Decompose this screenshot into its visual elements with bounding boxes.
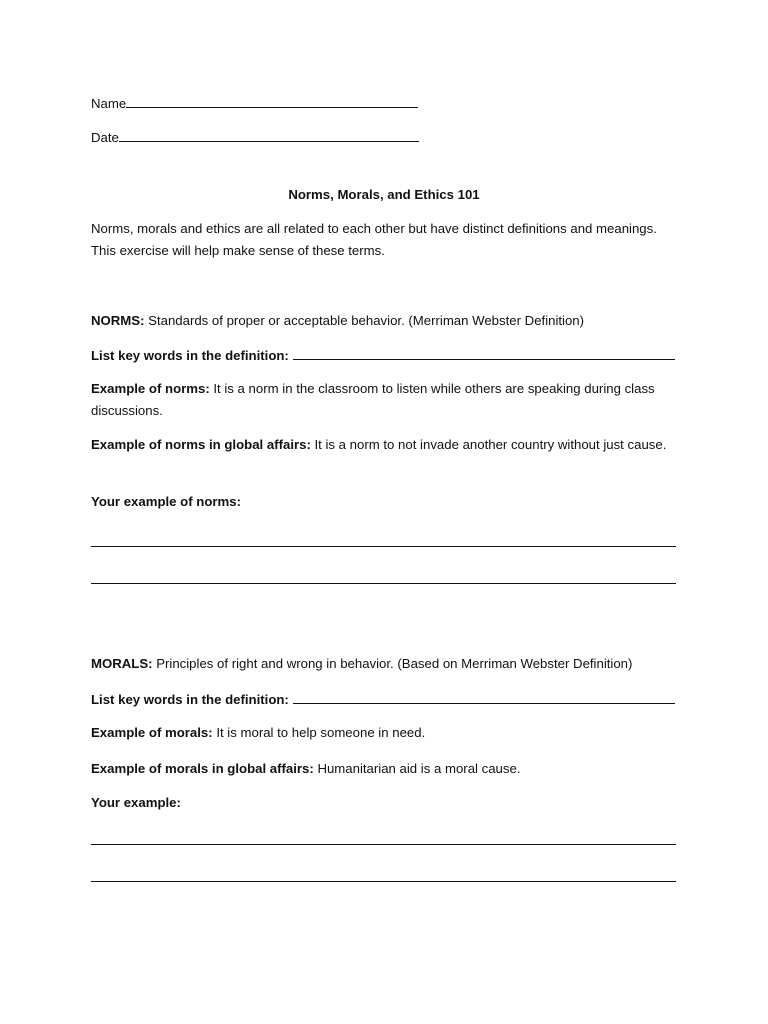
morals-global-text: Humanitarian aid is a moral cause. (313, 761, 521, 776)
name-blank[interactable] (126, 95, 418, 108)
morals-global-example (91, 761, 520, 777)
morals-your-example-label: Your example: (91, 795, 181, 810)
norms-keywords-row (91, 347, 675, 364)
morals-answer-line-2[interactable] (91, 881, 676, 882)
intro-paragraph: Norms, morals and ethics are all related to each other but have distinct definitions and meanings. This exercise will help make sense of these terms. (91, 221, 657, 258)
morals-definition-text: Principles of right and wrong in behavior. (Based on Merriman Webster Definition) (152, 656, 633, 671)
morals-keywords-row (91, 691, 675, 708)
morals-example-label: Example of morals: (91, 725, 213, 740)
morals-term: MORALS: (91, 656, 153, 671)
date-blank[interactable] (119, 129, 419, 142)
norms-global-text: It is a norm to not invade another country without just cause. (310, 437, 667, 452)
page-title: Norms, Morals, and Ethics 101 (288, 187, 480, 202)
norms-definition (91, 313, 584, 329)
norms-example-label: Example of norms: (91, 381, 210, 396)
norms-answer-line-1[interactable] (91, 546, 676, 547)
morals-definition (91, 656, 632, 672)
morals-keywords-label: List key words in the definition: (91, 692, 289, 707)
morals-global-label: Example of morals in global affairs: (91, 761, 314, 776)
norms-example (91, 378, 681, 422)
norms-answer-line-2[interactable] (91, 583, 676, 584)
name-row (91, 95, 418, 112)
date-row (91, 129, 419, 146)
norms-global-label: Example of norms in global affairs: (91, 437, 311, 452)
norms-definition-text: Standards of proper or acceptable behavior. (Merriman Webster Definition) (144, 313, 585, 328)
norms-example-text: It is a norm in the classroom to listen while others are speaking during class discussions. (91, 381, 655, 418)
morals-keywords-blank[interactable] (293, 691, 675, 704)
morals-answer-line-1[interactable] (91, 844, 676, 845)
morals-example (91, 725, 425, 741)
norms-term: NORMS: (91, 313, 145, 328)
norms-keywords-blank[interactable] (293, 347, 675, 360)
norms-your-example-label: Your example of norms: (91, 494, 241, 509)
norms-global-example (91, 434, 681, 456)
date-label: Date (91, 130, 119, 145)
morals-example-text: It is moral to help someone in need. (212, 725, 426, 740)
name-label: Name (91, 96, 127, 111)
norms-keywords-label: List key words in the definition: (91, 348, 289, 363)
